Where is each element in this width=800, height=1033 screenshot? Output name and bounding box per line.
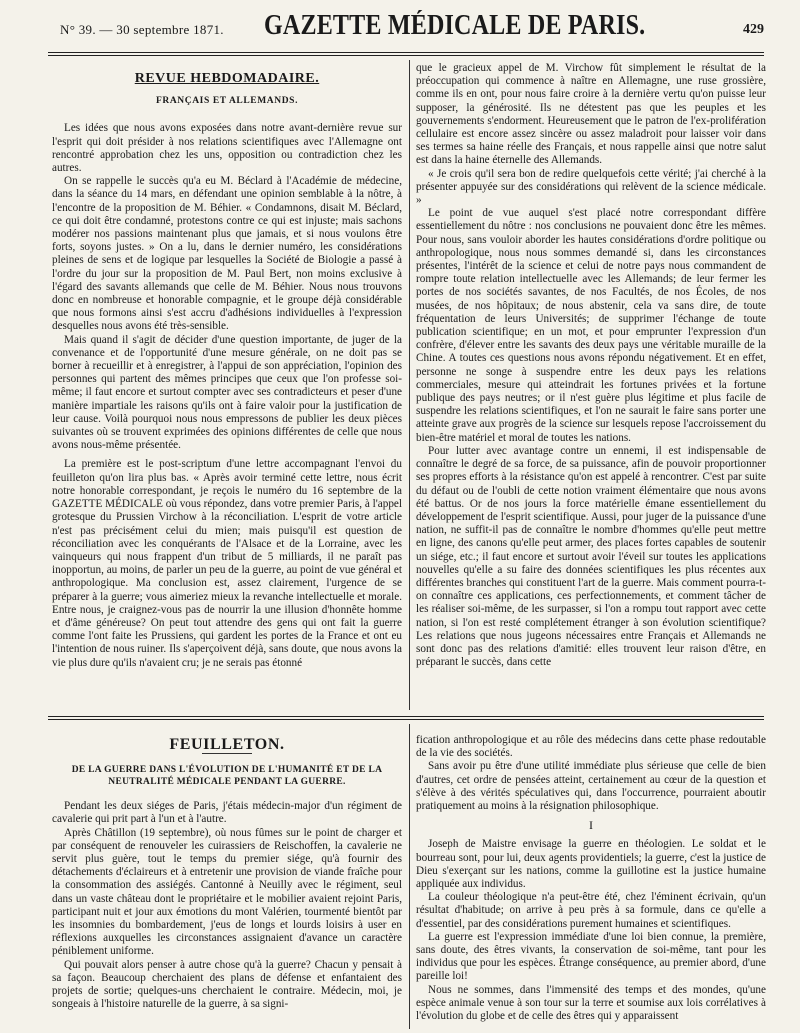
revue-left-column — [52, 60, 402, 710]
paragraph: La couleur théologique n'a peut-être été, chez l'éminent écrivain, qu'un résultat d'habitude; on arrive à peu près à sa formule, dans ce qu'elle a d'essentiel, par des considérations purement humaines et scientifiques. — [416, 891, 766, 930]
feuilleton-subtitle: DE LA GUERRE DANS L'ÉVOLUTION DE L'HUMANITÉ ET DE LA NEUTRALITÉ MÉDICALE PENDANT LA GUERRE. — [71, 765, 383, 788]
title-rule — [202, 753, 252, 754]
page-number: 429 — [743, 22, 764, 37]
feuilleton-title: FEUILLETON. — [169, 736, 285, 753]
paragraph: Le point de vue auquel s'est placé notre correspondant diffère essentiellement du nôtre : nos conclusions ne pouvaient donc être les mêmes. Pour nous, sans vouloir aborder les hautes considérations d'ordre politique ou anthropologique, nous nous sommes demandé si, dans les circonstances présentes, l'intérêt de la science et celui de notre pays nous commandent de rompre toute relation intellectuelle avec les Allemands; de leur fermer les portes de nos sociétés savantes, de nos Facultés, de nos Écoles, de nos musées, de nos hôpitaux; de nous abstenir, cela va sans dire, de toute fréquentation de leurs Universités; de supprimer l'échange de toute publication scientifique; en un mot, et pour emprunter l'expression d'un confrère, d'élever entre les savants des deux pays une véritable muraille de la Chine. A toutes ces questions nous avons répondu négativement. Et en effet, personne ne songe à suspendre entre les deux pays les relations commerciales, mesure qui atteindrait les fortunes privées et la fortune publique des pays neutres; or il n'est guère plus légitime et plus facile de suspendre les relations scientifiques, et l'on ne saurait le faire sans porter une atteinte grave aux progrès de la science sur lesquels repose l'accroissement du bien-être matériel et moral de toutes les nations. — [416, 207, 766, 444]
paragraph: « Je crois qu'il sera bon de redire quelquefois cette vérité; j'ai cherché à la présenter appuyée sur des considérations qui relèvent de la science médicale. » — [416, 167, 766, 207]
section-rule-2 — [48, 719, 764, 720]
paragraph: Joseph de Maistre envisage la guerre en théologien. Le soldat et le bourreau sont, pour lui, deux agents providentiels; la guerre, c'est la justice de Dieu s'exerçant sur les nations, comme la guillotine est la justice humaine appliquée aux individus. — [416, 838, 766, 891]
section-rule — [48, 716, 764, 717]
feuilleton-left-column — [52, 724, 402, 1029]
revue-subtitle: FRANÇAIS ET ALLEMANDS. — [155, 96, 299, 107]
header-rule-2 — [48, 55, 764, 56]
paragraph: Pour lutter avec avantage contre un ennemi, il est indispensable de connaître le degré de sa force, de sa puissance, afin de pouvoir proportionner ses propres efforts à la résistance qu'on est appelé à rencontrer. C'est par suite du défaut ou de l'oubli de cette notion vraiment élémentaire que nous avons été battus. Or de nos jours la force matérielle émane essentiellement du développement de l'esprit scientifique. Aussi, pour juger de la puissance d'une nation, ne suffit-il pas de connaître le nombre d'hommes qu'elle peut mettre en ligne, des canons qu'elle peut armer, des places fortes capables de soutenir un siége, etc.; il faut encore et surtout avoir l'éveil sur toutes les applications nouvelles qu'elle a su faire des données scientifiques les plus récentes aux différentes branches qui constituent l'art de la guerre. Mais comment pourra-t-on connaître ces applications, ces perfectionnements, et comment tâcher de les réaliser soi-même, de les surpasser, si l'on a rompu tout rapport avec cette nation, si l'on est resté complétement étranger à son évolution scientifique? Les relations que nous jugeons nécessaires entre Français et Allemands ne sont donc pas des relations d'amitié: elles trouvent leur raison d'être, en préparant le succès, dans cette — [416, 444, 766, 669]
paragraph: fication anthropologique et au rôle des médecins dans cette phase redoutable de la vie des sociétés. — [416, 734, 766, 760]
paragraph: que le gracieux appel de M. Virchow fût simplement le résultat de la préoccupation qui commence à naître en Allemagne, une ruse grossière, comme ils en ont, pour nous faire croire à la dernière vertu qu'on puisse leur supposer, la générosité. Ils ne détestent pas que les peuples et les gouvernements s'endorment. Heureusement que le patron de l'ex-prolifération cellulaire est encore assez sincère ou assez maladroit pour laisser voir dans ses termes sa haine réelle des Français, et nous rappelle ainsi que notre salut est dans la haine éternelle des Allemands. — [416, 62, 766, 167]
paragraph: On se rappelle le succès qu'a eu M. Béclard à l'Académie de médecine, dans la séance du 14 mars, en défendant une opinion semblable à la nôtre, à l'encontre de la proposition de M. Béhier. « Condamnons, disait M. Béclard, ce qui doit être condamné, protestons contre ce qui est injuste; mais sachons modérer nos passions maintenant plus que jamais, et si nous voulons être forts, soyons justes. » On a lu, dans le dernier numéro, les considérations pleines de sens et de logique par lesquelles la Société de Biologie a passé à l'ordre du jour sur la proposition de M. Paul Bert, non moins exclusive à l'égard des savants allemands que celle de M. Béhier. Nous nous trouvons donc en nombreuse et honorable compagnie, et le groupe déjà considérable que nous formons ainsi s'est accru d'adhésions individuelles à l'expression desquelles nous avons été très-sensible. — [52, 175, 402, 333]
paragraph: Qui pouvait alors penser à autre chose qu'à la guerre? Chacun y pensait à sa façon. Beaucoup cherchaient des plans de défense et enfantaient des projets de sortie; quelques-uns cherchaient le contraire. Médecin, moi, je songeais à l'histoire naturelle de la guerre, à sa signi- — [52, 958, 402, 1011]
column-divider — [409, 60, 410, 710]
paragraph: Nous ne sommes, dans l'immensité des temps et des mondes, qu'une espèce animale venue à son tour sur la terre et soumise aux lois corrélatives à l'évolution du globe et de celle des êtres qui y apparaissent — [416, 983, 766, 1023]
feuilleton-right-column — [416, 734, 766, 1029]
section-numeral: I — [589, 818, 593, 833]
paragraph: Sans avoir pu être d'une utilité immédiate plus sérieuse que celle de bien d'autres, cet ordre de pensées atteint, certainement au cœur de la question et s'élève à des vérités spéculatives qui, dans l'occurrence, pourraient aboutir pratiquement au moins à la résignation philosophique. — [416, 760, 766, 813]
paragraph: La première est le post-scriptum d'une lettre accompagnant l'envoi du feuilleton qu'on lira plus bas. « Après avoir terminé cette lettre, nous écrit notre honorable correspondant, je reçois le numéro du 16 septembre de la GAZETTE MÉDICALE où vous répondez, dans votre premier Paris, à l'appel grotesque du Prussien Virchow à la réconciliation. L'esprit de votre article n'est pas précisément celui du mien; mais puisqu'il est question de réconciliation avec les conquérants de l'Alsace et de la Lorraine, avec les vainqueurs qui nous frappent d'un tribut de 5 milliards, il ne paraît pas inopportun, au moins, de parler un peu de la guerre, au point de vue général et anthropologique. Ma conclusion est, assez clairement, l'urgence de se préparer à la guerre; vous aimeriez mieux la revanche intellectuelle et morale. Entre nous, je craignez-vous pas de nourrir la une illusion d'honnête homme et d'âme généreuse? On peut tout attendre des gens qui ont fait la guerre comme l'ont faite les Prussiens, qui gardent les portes de la France et ont eu l'intention de nous ruiner. Ils s'aperçoivent déjà, sans doute, que nous avons la vie plus dure qu'ils n'avaient cru; je ne serais pas étonné — [52, 458, 402, 669]
masthead-title: GAZETTE MÉDICALE DE PARIS. — [264, 10, 646, 41]
header-rule — [48, 52, 764, 53]
paragraph: Mais quand il s'agit de décider d'une question importante, de juger de la convenance et de l'opportunité d'une mesure générale, on ne doit pas se borner à recueillir et à enregistrer, à l'appui de son appréciation, l'opinion des personnes qui partent des mêmes principes que ceux que l'on professe soi-même; il faut encore et surtout compter avec ses contradicteurs et peser d'une manière impartiale les raisons qu'ils ont à faire valoir pour la justification de leur cause. Voilà pourquoi nous nous empressons de publier les deux pièces suivantes où se trouvent exprimées des opinions différentes de celle que nous avons nous-même présentée. — [52, 333, 402, 452]
issue-line: N° 39. — 30 septembre 1871. — [60, 22, 224, 37]
column-divider — [409, 724, 410, 1029]
page-header — [38, 8, 764, 48]
paragraph: Après Châtillon (19 septembre), où nous fûmes sur le point de charger et par conséquent de renouveler les cuirassiers de Reischoffen, la cavalerie ne servit plus guère, tout le temps du premier siége, qu'à fournir des détachements d'éclaireurs et à entretenir une provision de viande fraîche pour la consommation des assiégés. Cantonné à Neuilly avec le régiment, seul dans un vaste château dont le propriétaire et le mobilier avaient rejoint Paris, participant nuit et jour aux émotions du mont Valérien, tourmenté bientôt par les insomnies du bombardement, j'eus de longs et lourds loisirs à user en réflexions auxquelles les circonstances assignaient d'avance un caractère péniblement uniforme. — [52, 826, 402, 958]
revue-title: REVUE HEBDOMADAIRE. — [134, 71, 320, 86]
paragraph: Les idées que nous avons exposées dans notre avant-dernière revue sur l'esprit qui doit présider à nos relations scientifiques avec l'Allemagne ont rencontré approbation chez les uns, opposition ou contradiction chez les autres. — [52, 122, 402, 175]
revue-right-column — [416, 62, 766, 710]
paragraph: Pendant les deux siéges de Paris, j'étais médecin-major d'un régiment de cavalerie qui prit part à l'un et à l'autre. — [52, 800, 402, 826]
paragraph: La guerre est l'expression immédiate d'une loi bien connue, la première, sans doute, des êtres vivants, la conservation de soi-même, tant pour les individus que pour les espèces. Étrange conséquence, au premier abord, d'une pareille loi! — [416, 930, 766, 983]
